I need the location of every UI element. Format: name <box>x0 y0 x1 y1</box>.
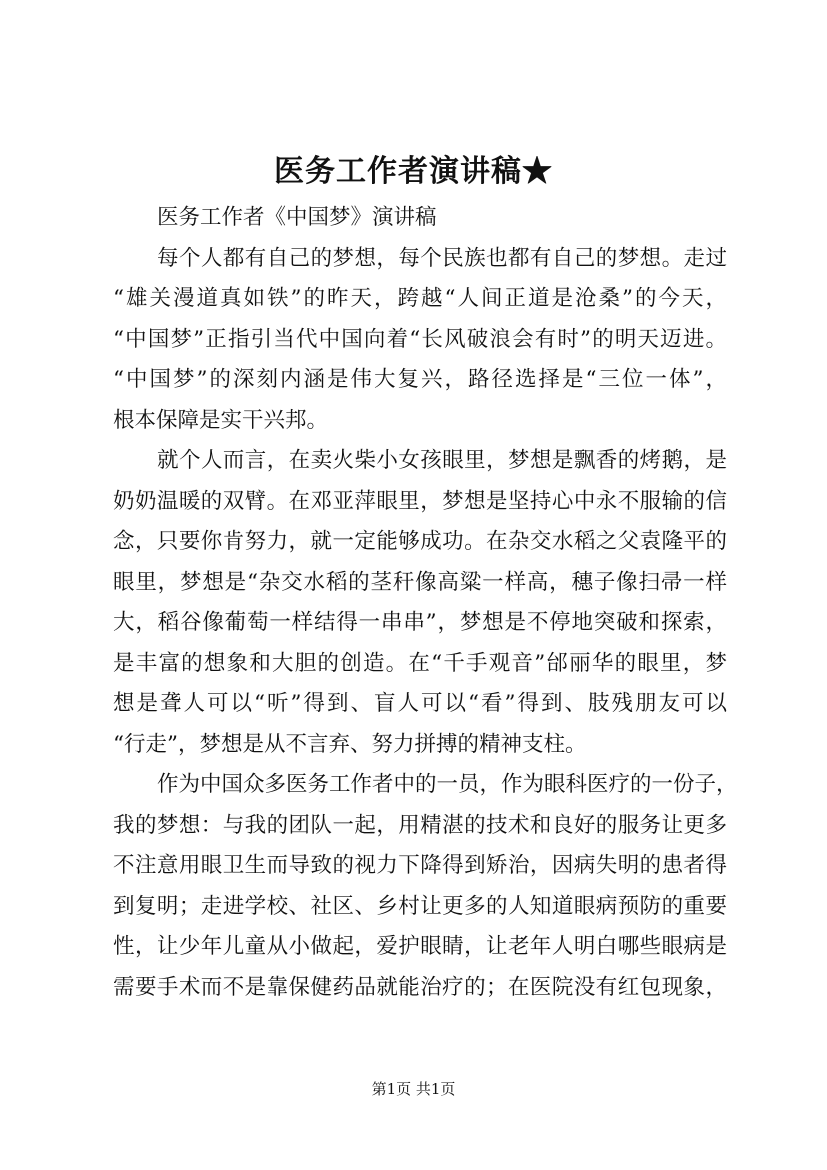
paragraph-line: 念，只要你肯努力，就一定能够成功。在杂交水稻之父袁隆平的 <box>113 529 727 554</box>
paragraph-line: 不注意用眼卫生而导致的视力下降得到矫治，因病失明的患者得 <box>113 853 727 878</box>
paragraph-line: 是丰富的想象和大胆的创造。在“千手观音”邰丽华的眼里，梦 <box>113 650 727 676</box>
paragraph-line: 根本保障是实干兴邦。 <box>113 407 329 433</box>
paragraph-line: 想是聋人可以“听”得到、盲人可以“看”得到、肢残朋友可以 <box>113 691 727 716</box>
paragraph-line: 眼里，梦想是“杂交水稻的茎秆像高粱一样高，穗子像扫帚一样 <box>113 569 727 595</box>
paragraph-line: 奶奶温暖的双臂。在邓亚萍眼里，梦想是坚持心中永不服输的信 <box>113 488 727 514</box>
paragraph-line: 每个人都有自己的梦想，每个民族也都有自己的梦想。走过 <box>157 245 727 271</box>
paragraph-line: 大，稻谷像葡萄一样结得一串串”，梦想是不停地突破和探索， <box>113 610 727 635</box>
paragraph-line: 作为中国众多医务工作者中的一员，作为眼科医疗的一份子， <box>157 772 738 797</box>
paragraph-line: “行走”，梦想是从不言弃、努力拼搏的精神支柱。 <box>113 731 587 757</box>
paragraph-line: “中国梦”正指引当代中国向着“长风破浪会有时”的明天迈进。 <box>113 326 727 352</box>
paragraph <box>113 441 727 765</box>
paragraph-line: 我的梦想：与我的团队一起，用精湛的技术和良好的服务让更多 <box>113 812 727 838</box>
speech-subtitle: 医务工作者《中国梦》演讲稿 <box>157 205 437 230</box>
paragraph-line: “中国梦”的深刻内涵是伟大复兴，路径选择是“三位一体”， <box>113 367 727 392</box>
page-title: 医务工作者演讲稿★ <box>274 154 553 189</box>
paragraph-line: 就个人而言，在卖火柴小女孩眼里，梦想是飘香的烤鹅，是 <box>157 448 727 473</box>
paragraph-line: “雄关漫道真如铁”的昨天，跨越“人间正道是沧桑”的今天， <box>113 286 727 311</box>
document-body <box>113 198 738 1008</box>
page-footer: 第1页 共1页 <box>371 1080 456 1098</box>
paragraph-line: 到复明；走进学校、社区、乡村让更多的人知道眼病预防的重要 <box>113 893 727 919</box>
paragraph <box>113 239 727 442</box>
paragraph-list <box>113 239 738 1009</box>
paragraph <box>113 765 738 1008</box>
paragraph-line: 需要手术而不是靠保健药品就能治疗的；在医院没有红包现象， <box>113 974 727 1000</box>
paragraph-line: 性，让少年儿童从小做起，爱护眼睛，让老年人明白哪些眼病是 <box>113 934 727 959</box>
